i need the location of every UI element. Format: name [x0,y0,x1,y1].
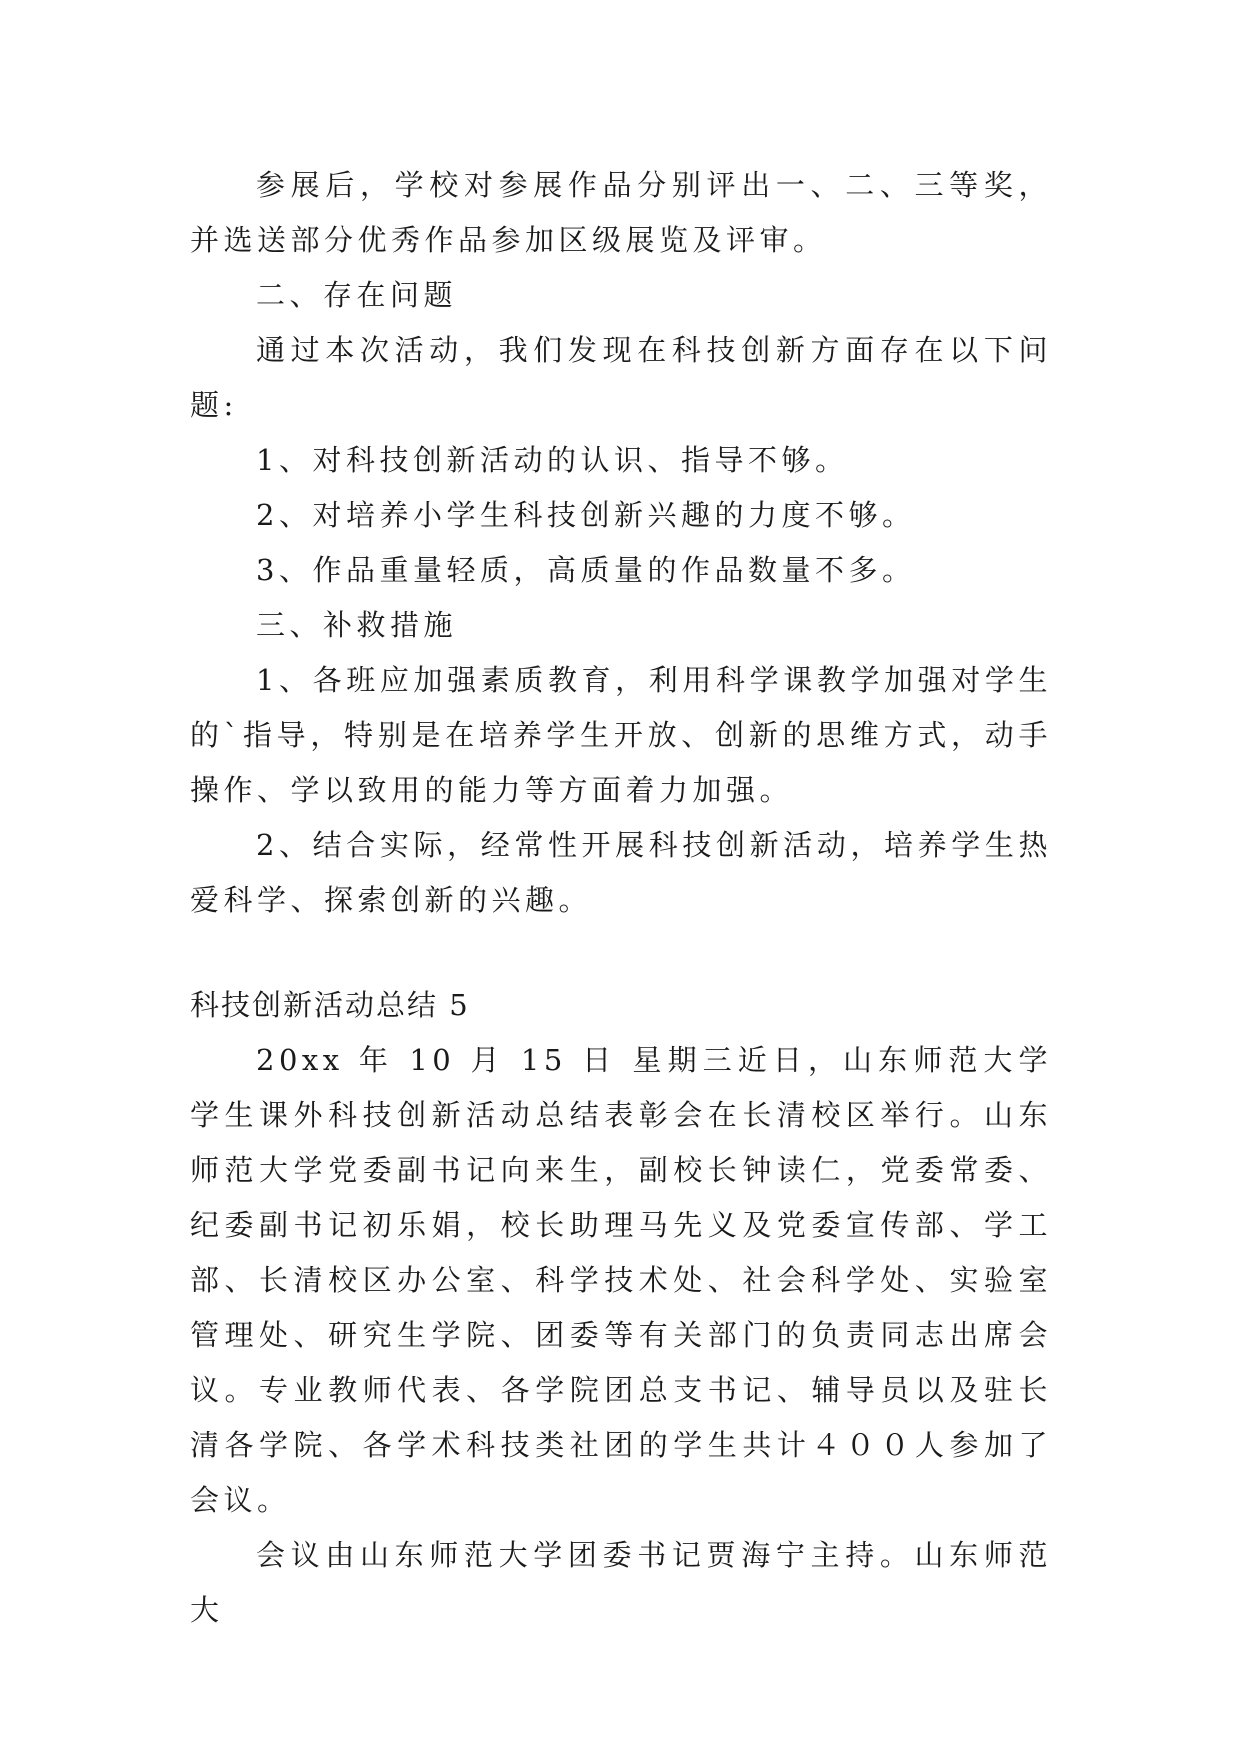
document-body [190,158,1052,1638]
measures-heading: 三、补救措施 [256,608,458,642]
measure-item: 2、结合实际，经常性开展科技创新活动，培养学生热爱科学、探索创新的兴趣。 [190,828,1052,917]
problem-item: 2、对培养小学生科技创新兴趣的力度不够。 [256,498,916,532]
problem-item: 1、对科技创新活动的认识、指导不够。 [256,443,849,477]
body-paragraph: 20xx 年 10 月 15 日 星期三近日，山东师范大学学生课外科技创新活动总结表彰会在长清校区举行。山东师范大学党委副书记向来生，副校长钟读仁，党委常委、纪委副书记初乐娟，校长助理马先义及党委宣传部、学工部、长清校区办公室、科学技术处、社会科学处、实验室管理处、研究生学院、团委等有关部门的负责同志出席会议。专业教师代表、各学院团总支书记、辅导员以及驻长清各学院、各学术科技类社团的学生共计４００人参加了会议。 [190,1043,1052,1517]
intro-paragraph: 参展后，学校对参展作品分别评出一、二、三等奖，并选送部分优秀作品参加区级展览及评审。 [190,168,1052,257]
measure-item: 1、各班应加强素质教育，利用科学课教学加强对学生的`指导，特别是在培养学生开放、创新的思维方式，动手操作、学以致用的能力等方面着力加强。 [190,663,1052,807]
problem-item: 3、作品重量轻质，高质量的作品数量不多。 [256,553,916,587]
problems-intro: 通过本次活动，我们发现在科技创新方面存在以下问题: [190,333,1052,422]
problems-heading: 二、存在问题 [256,278,458,312]
body-paragraph: 会议由山东师范大学团委书记贾海宁主持。山东师范大 [190,1538,1052,1627]
section-title: 科技创新活动总结 5 [190,988,470,1022]
